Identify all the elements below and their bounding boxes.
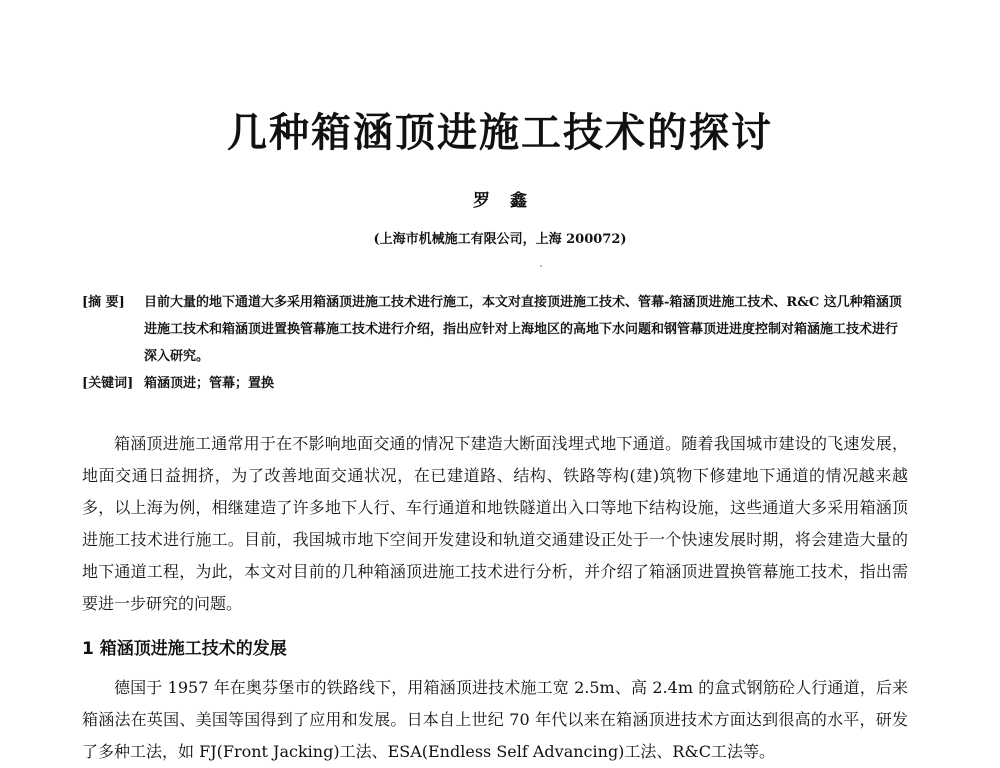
abstract-block (82, 289, 908, 397)
intro-paragraph: 箱涵顶进施工通常用于在不影响地面交通的情况下建造大断面浅埋式地下通道。随着我国城市建设的飞速发展，地面交通日益拥挤，为了改善地面交通状况，在已建道路、结构、铁路等构(建)筑物下修建地下通道的情况越来越多，以上海为例，相继建造了许多地下人行、车行通道和地铁隧道出入口等地下结构设施，这些通道大多采用箱涵顶进施工技术进行施工。目前，我国城市地下空间开发建设和轨道交通建设正处于一个快速发展时期，将会建造大量的地下通道工程，为此，本文对目前的几种箱涵顶进施工技术进行分析，并介绍了箱涵顶进置换管幕施工技术，指出需要进一步研究的问题。 (82, 434, 908, 613)
section-paragraph: 德国于 1957 年在奥芬堡市的铁路线下，用箱涵顶进技术施工宽 2.5m、高 2.4m 的盒式钢筋砼人行通道，后来箱涵法在英国、美国等国得到了应用和发展。日本自上世纪 70 年代以来在箱涵顶进技术方面达到很高的水平，研发了多种工法，如 FJ(Front Jacking)工法、ESA(Endless Self Advancing)工法、R&C工法等。 (82, 678, 908, 761)
body-text (82, 428, 908, 768)
keywords-row (82, 370, 908, 397)
speck-mark (540, 265, 542, 267)
keywords-label: [关键词] (82, 376, 134, 391)
keywords-text: 箱涵顶进；管幕；置换 (144, 376, 275, 391)
abstract-label: [摘 要] (82, 295, 125, 310)
section-heading: 1 箱涵顶进施工技术的发展 (82, 639, 287, 659)
abstract-row (82, 289, 908, 370)
author-name: 罗鑫 (473, 191, 547, 211)
paper-title: 几种箱涵顶进施工技术的探讨 (227, 110, 773, 156)
abstract-text: 目前大量的地下通道大多采用箱涵顶进施工技术进行施工，本文对直接顶进施工技术、管幕-箱涵顶进施工技术、R&C 这几种箱涵顶进施工技术和箱涵顶进置换管幕施工技术进行介绍，指出应针对上海地区的高地下水问题和钢管幕顶进进度控制对箱涵施工技术进行深入研究。 (144, 295, 902, 364)
author-affiliation: (上海市机械施工有限公司，上海 200072) (373, 232, 627, 247)
